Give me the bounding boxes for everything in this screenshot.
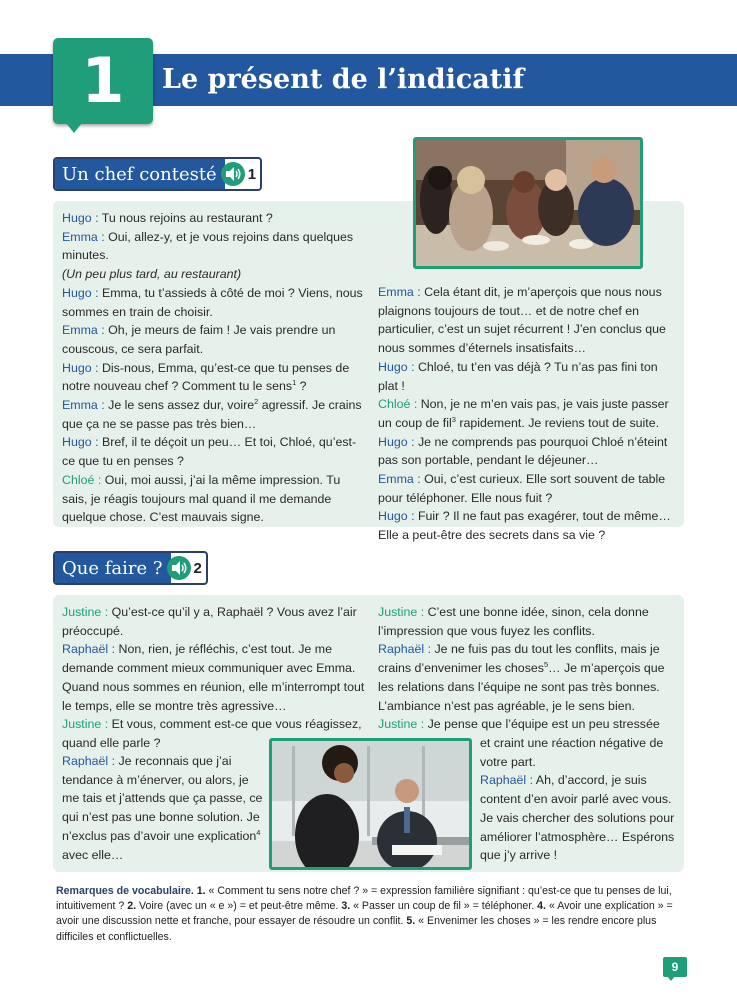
speaker-label: Emma : bbox=[378, 472, 421, 487]
section2-photo bbox=[269, 738, 472, 870]
chapter-number: 1 bbox=[81, 44, 125, 117]
dialogue-line: Emma : Oui, c’est curieux. Elle sort souvent de table pour téléphoner. Elle nous fuit ? bbox=[378, 472, 666, 505]
footnote-ref: 2 bbox=[254, 396, 259, 406]
section1-photo bbox=[413, 137, 643, 269]
speaker-label: Raphaël : bbox=[62, 642, 116, 657]
speaker-label: Justine : bbox=[62, 605, 109, 619]
restaurant-photo-icon bbox=[416, 140, 640, 266]
speaker-label: Hugo : bbox=[62, 211, 99, 225]
section2-left-column bbox=[62, 603, 367, 753]
speaker-label: Raphaël : bbox=[62, 754, 116, 768]
dialogue-line: Justine : Et vous, comment est-ce que vous réagissez, quand elle parle ? bbox=[62, 717, 362, 750]
vocabulary-heading: Remarques de vocabulaire. bbox=[56, 885, 194, 897]
speaker-label: Chloé : bbox=[62, 472, 102, 487]
dialogue-line: Hugo : Chloé, tu t’en vas déjà ? Tu n’as pas fini ton plat ! bbox=[378, 359, 658, 393]
section1-track-number: 1 bbox=[247, 165, 257, 183]
section1-right-column bbox=[378, 283, 680, 545]
speaker-label: Justine : bbox=[378, 605, 425, 619]
section2-left-narrow-column bbox=[62, 752, 266, 864]
dialogue-line: Justine : C’est une bonne idée, sinon, cela donne l’impression que vous fuyez les conflits. bbox=[378, 605, 649, 638]
dialogue-line: Chloé : Oui, moi aussi, j’ai la même impression. Tu sais, je réagis toujours mal quand il me demande quelque chose. C’est mauvais signe. bbox=[62, 472, 341, 525]
dialogue-line: Justine : Qu’est-ce qu’il y a, Raphaël ? Vous avez l’air préoccupé. bbox=[62, 605, 357, 638]
dialogue-line: Emma : Oui, allez-y, et je vous rejoins dans quelques minutes. bbox=[62, 229, 354, 263]
dialogue-line: Raphaël : Je ne fuis pas du tout les conflits, mais je crains d’envenimer les choses$^5$… Je m’aperçois que les relations dans l’équipe ne sont pas très bonnes. L’ambiance n’est pas agréable, je le sens bien. bbox=[378, 642, 665, 713]
section2-right-column bbox=[378, 603, 680, 734]
footnote-ref: 1 bbox=[292, 378, 297, 388]
dialogue-line: Justine : Je pense que l’équipe est un peu stressée bbox=[378, 717, 660, 732]
speaker-label: Emma : bbox=[62, 229, 105, 244]
chapter-title: Le présent de l’indicatif bbox=[162, 64, 525, 95]
dialogue-line: Hugo : Tu nous rejoins au restaurant ? bbox=[62, 211, 273, 225]
dialogue-line: Hugo : Je ne comprends pas pourquoi Chloé n’éteint pas son portable, pendant le déjeuner… bbox=[378, 434, 668, 468]
page-number-tail bbox=[667, 976, 675, 981]
section2-heading bbox=[53, 551, 208, 585]
section2-title: Que faire ? bbox=[55, 553, 171, 583]
section1-left-column bbox=[62, 209, 367, 527]
speaker-label: Emma : bbox=[62, 398, 105, 413]
dialogue-line: Chloé : Non, je ne m’en vais pas, je vais juste passer un coup de fil$^3$ rapidement. Je reviens tout de suite. bbox=[378, 397, 669, 430]
chapter-number-badge bbox=[53, 38, 153, 124]
speaker-label: Emma : bbox=[378, 285, 421, 299]
page-number: 9 bbox=[663, 957, 687, 977]
speaker-label: Hugo : bbox=[378, 359, 415, 374]
speaker-label: Emma : bbox=[62, 323, 105, 338]
stage-direction: (Un peu plus tard, au restaurant) bbox=[62, 267, 242, 282]
dialogue-line: Hugo : Fuir ? Il ne faut pas exagérer, tout de même… Elle a peut-être des secrets dans sa vie ? bbox=[378, 509, 671, 543]
vocabulary-notes: Remarques de vocabulaire. 1. « Comment tu sens notre chef ? » = expression familière signifiant : qu’est-ce que tu penses de lui, intuitivement ? 2. Voire (avec un « e ») = et peut-être même. 3. « Passer un coup de fil » = téléphoner. 4. « Avoir une explication » = avoir une discussion nette et franche, pour essayer de résoudre un conflit. 5. « Envenimer les choses » = les rendre encore plus difficiles et conflictuelles. bbox=[56, 885, 673, 943]
section2-right-narrow-column bbox=[480, 734, 680, 865]
speaker-label: Hugo : bbox=[378, 434, 415, 449]
dialogue-line: Emma : Oh, je meurs de faim ! Je vais prendre un couscous, ce sera parfait. bbox=[62, 323, 336, 356]
speaker-label: Hugo : bbox=[62, 360, 99, 375]
dialogue-line: Emma : Je le sens assez dur, voire$^2$ agressif. Je crains que ça ne se passe pas très bien… bbox=[62, 396, 362, 431]
speaker-label: Raphaël : bbox=[378, 642, 432, 657]
dialogue-line: Raphaël : Non, rien, je réfléchis, c’est tout. Je me demande comment mieux communiquer avec Emma. Quand nous sommes en réunion, elle m’interrompt tout le temps, elle se montre très agressive… bbox=[62, 642, 365, 713]
chapter-badge-tail bbox=[66, 123, 82, 133]
speaker-label: Justine : bbox=[62, 717, 109, 732]
dialogue-line: Hugo : Bref, il te déçoit un peu… Et toi, Chloé, qu’est-ce que tu en penses ? bbox=[62, 435, 357, 469]
section2-track-number: 2 bbox=[193, 559, 202, 577]
footnote-ref: 5 bbox=[543, 659, 549, 669]
speaker-label: Hugo : bbox=[378, 509, 415, 524]
dialogue-line: Hugo : Emma, tu t’assieds à côté de moi ? Viens, nous sommes en train de choisir. bbox=[62, 285, 363, 319]
office-meeting-photo-icon bbox=[272, 741, 469, 867]
dialogue-line: Hugo : Dis-nous, Emma, qu’est-ce que tu penses de notre nouveau chef ? Comment tu le sens$^1$ ? bbox=[62, 360, 350, 394]
footnote-ref: 4 bbox=[256, 827, 261, 837]
section1-title: Un chef contesté bbox=[55, 159, 225, 189]
speaker-label: Hugo : bbox=[62, 435, 99, 450]
footnote-ref: 3 bbox=[451, 414, 456, 424]
dialogue-line: Emma : Cela étant dit, je m’aperçois que nous nous plaignons toujours de tout… et de notre chef en particulier, c’est un sujet récurrent ! J’en conclus que nous sommes d’éternels insatisfaits… bbox=[378, 285, 666, 356]
speaker-label: Hugo : bbox=[62, 285, 99, 300]
speaker-label: Raphaël : bbox=[480, 773, 534, 788]
audio-speaker-icon[interactable] bbox=[221, 162, 245, 186]
dialogue-line: et craint une réaction négative de votre part. bbox=[480, 736, 664, 769]
speaker-label: Justine : bbox=[378, 717, 425, 732]
dialogue-line: Raphaël : Je reconnais que j’ai tendance à m’énerver, ou alors, je me tais et j’attends que ça passe, ce qui n’est pas une bonne solution. Je n’exclus pas d’avoir une explication$^4$ avec elle… bbox=[62, 754, 263, 862]
audio-speaker-icon[interactable] bbox=[167, 556, 191, 580]
speaker-label: Chloé : bbox=[378, 397, 418, 412]
section1-heading bbox=[53, 157, 262, 191]
dialogue-line: Raphaël : Ah, d’accord, je suis content d’en avoir parlé avec vous. Je vais chercher des solutions pour améliorer l’atmosphère… Espérons que j’y arrive ! bbox=[480, 773, 675, 863]
